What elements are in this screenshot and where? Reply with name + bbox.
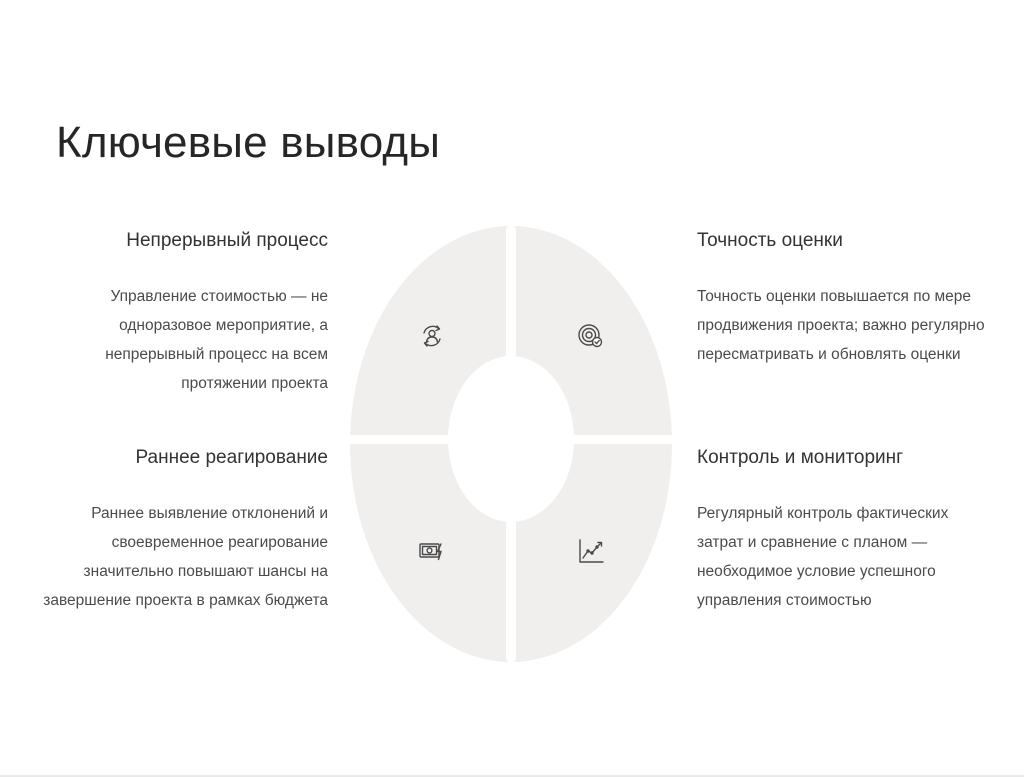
takeaway-heading: Точность оценки	[697, 230, 843, 251]
takeaway-heading: Раннее реагирование	[135, 447, 328, 468]
slide-title: Ключевые выводы	[56, 118, 441, 167]
takeaway-heading: Контроль и мониторинг	[697, 447, 904, 468]
takeaway-early-response	[28, 447, 328, 615]
takeaway-text: Управление стоимостью — не одноразовое мероприятие, а непрерывный процесс на всем протяжении проекта	[105, 288, 328, 392]
takeaway-continuous-process	[28, 230, 328, 398]
segmented-ring-diagram	[350, 226, 672, 662]
takeaway-control-monitoring	[697, 447, 997, 615]
target-check-icon	[576, 321, 606, 351]
money-lightning-icon	[417, 536, 447, 566]
takeaway-estimate-accuracy	[697, 230, 997, 369]
takeaway-text: Раннее выявление отклонений и своевременное реагирование значительно повышают шансы на завершение проекта в рамках бюджета	[43, 505, 328, 609]
takeaway-text: Регулярный контроль фактических затрат и сравнение с планом — необходимое условие успешного управления стоимостью	[697, 505, 949, 609]
takeaway-text: Точность оценки повышается по мере продвижения проекта; важно регулярно пересматривать и обновлять оценки	[697, 288, 985, 363]
line-chart-icon	[576, 536, 606, 566]
takeaway-heading: Непрерывный процесс	[126, 230, 328, 251]
ring-segments	[350, 226, 672, 662]
people-cycle-icon	[417, 321, 447, 351]
